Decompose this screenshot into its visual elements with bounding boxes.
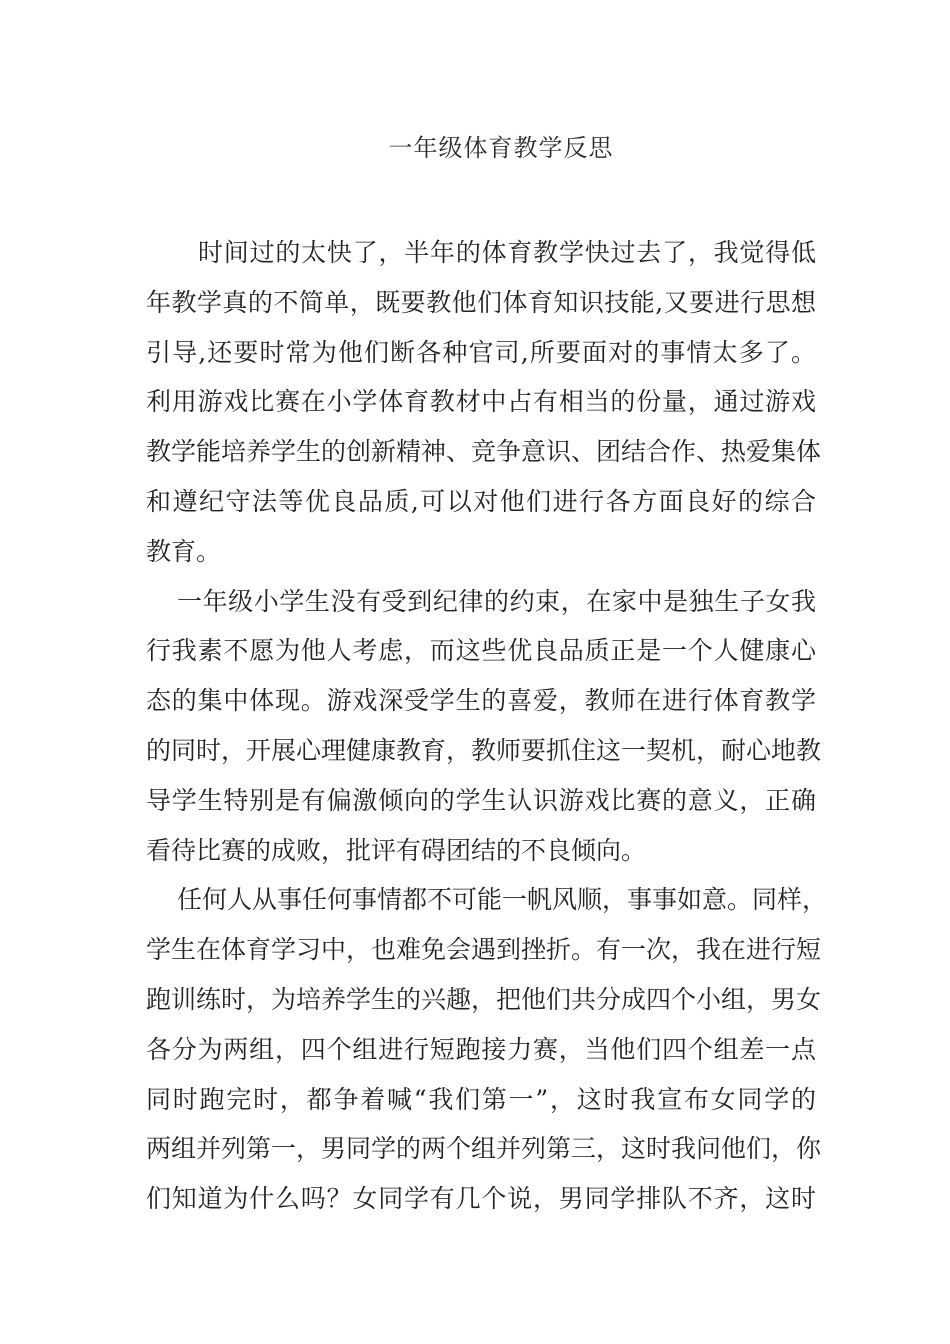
paragraph-3-line-5: 同时跑完时，都争着喊“我们第一”，这时我宣布女同学的 (146, 1084, 816, 1114)
paragraph-1-line-2: 年教学真的不简单，既要教他们体育知识技能,又要进行思想 (146, 287, 816, 317)
paragraph-1-line-6: 和遵纪守法等优良品质,可以对他们进行各方面良好的综合 (146, 486, 816, 516)
paragraph-1-line-4: 利用游戏比赛在小学体育教材中占有相当的份量，通过游戏 (146, 387, 816, 417)
paragraph-2-line-1: 一年级小学生没有受到纪律的约束，在家中是独生子女我 (177, 586, 816, 616)
paragraph-1-line-3: 引导,还要时常为他们断各种官司,所要面对的事情太多了。 (146, 337, 816, 367)
paragraph-1-line-7: 教育。 (146, 536, 222, 566)
paragraph-3-line-7: 们知道为什么吗？女同学有几个说，男同学排队不齐，这时 (146, 1184, 816, 1214)
paragraph-2-line-3: 态的集中体现。游戏深受学生的喜爱，教师在进行体育教学 (146, 686, 816, 716)
paragraph-2-line-4: 的同时，开展心理健康教育，教师要抓住这一契机，耐心地教 (146, 735, 822, 765)
paragraph-2-line-5: 导学生特别是有偏激倾向的学生认识游戏比赛的意义，正确 (146, 785, 816, 815)
document-body (146, 228, 828, 1224)
paragraph-1-line-5: 教学能培养学生的创新精神、竞争意识、团结合作、热爱集体 (146, 437, 822, 467)
paragraph-2-line-6: 看待比赛的成败，批评有碍团结的不良倾向。 (146, 835, 647, 865)
paragraph-3-line-1: 任何人从事任何事情都不可能一帆风顺，事事如意。同样， (177, 885, 828, 915)
document-title: 一年级体育教学反思 (388, 134, 614, 162)
paragraph-3-line-2: 学生在体育学习中，也难免会遇到挫折。有一次，我在进行短 (146, 935, 822, 965)
paragraph-1-line-1: 时间过的太快了，半年的体育教学快过去了，我觉得低 (198, 238, 816, 267)
paragraph-2-line-2: 行我素不愿为他人考虑，而这些优良品质正是一个人健康心 (146, 636, 816, 666)
paragraph-3-line-3: 跑训练时，为培养学生的兴趣，把他们共分成四个小组，男女 (146, 984, 822, 1014)
paragraph-3-line-6: 两组并列第一，男同学的两个组并列第三，这时我问他们，你 (146, 1134, 822, 1164)
paragraph-3-line-4: 各分为两组，四个组进行短跑接力赛，当他们四个组差一点 (146, 1034, 816, 1064)
